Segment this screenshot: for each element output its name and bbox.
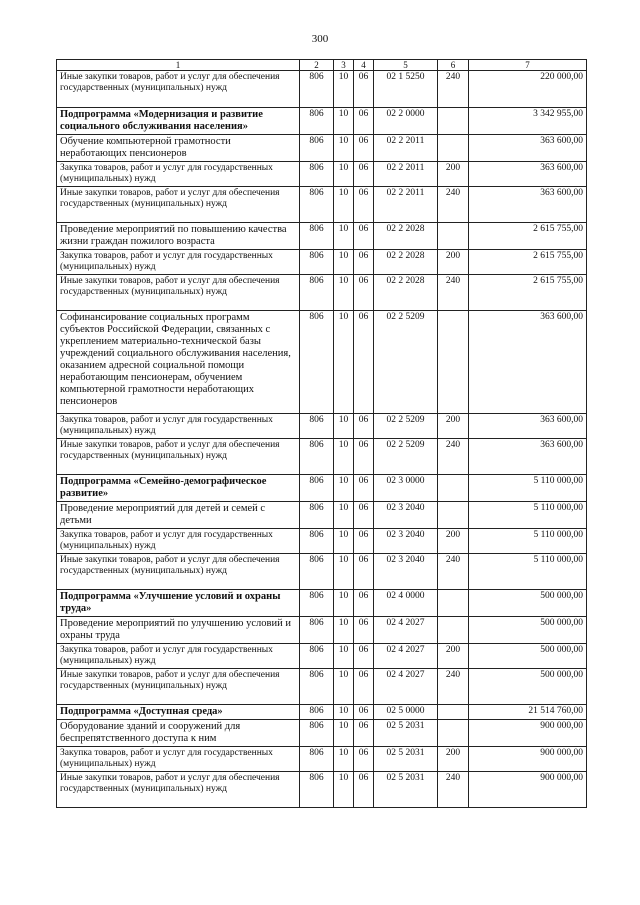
col-7-amount: 2 615 755,00 [469, 223, 587, 250]
col-5-cell: 02 5 2031 [374, 747, 438, 772]
col-6-cell: 200 [438, 250, 469, 275]
col-2-cell: 806 [300, 135, 334, 162]
table-row [57, 223, 587, 250]
row-name: Подпрограмма «Модернизация и развитие социального обслуживания населения» [57, 108, 300, 135]
col-5-cell: 02 2 5209 [374, 439, 438, 475]
column-header: 6 [438, 60, 469, 71]
col-5-cell: 02 2 2028 [374, 223, 438, 250]
col-7-amount: 900 000,00 [469, 747, 587, 772]
col-3-cell: 10 [334, 475, 354, 502]
col-4-cell: 06 [354, 669, 374, 705]
col-7-amount: 3 342 955,00 [469, 108, 587, 135]
col-6-cell [438, 135, 469, 162]
table-row [57, 311, 587, 414]
col-3-cell: 10 [334, 617, 354, 644]
col-3-cell: 10 [334, 529, 354, 554]
col-5-cell: 02 2 2011 [374, 162, 438, 187]
col-2-cell: 806 [300, 772, 334, 808]
col-7-amount: 363 600,00 [469, 311, 587, 414]
col-2-cell: 806 [300, 554, 334, 590]
col-6-cell [438, 475, 469, 502]
col-6-cell: 200 [438, 529, 469, 554]
row-name: Софинансирование социальных программ субъектов Российской Федерации, связанных с укреплением материально-технической базы учреждений социального обслуживания населения, оказанием адресной социальной помощи неработающим пенсионерам, обучением компьютерной грамотности неработающих пенсионеров [57, 311, 300, 414]
col-2-cell: 806 [300, 223, 334, 250]
col-2-cell: 806 [300, 502, 334, 529]
col-3-cell: 10 [334, 669, 354, 705]
col-5-cell: 02 4 0000 [374, 590, 438, 617]
col-6-cell [438, 705, 469, 720]
row-name: Иные закупки товаров, работ и услуг для обеспечения государственных (муниципальных) нужд [57, 772, 300, 808]
col-4-cell: 06 [354, 644, 374, 669]
col-4-cell: 06 [354, 475, 374, 502]
col-3-cell: 10 [334, 275, 354, 311]
row-name: Иные закупки товаров, работ и услуг для обеспечения государственных (муниципальных) нужд [57, 187, 300, 223]
row-name: Иные закупки товаров, работ и услуг для обеспечения государственных (муниципальных) нужд [57, 275, 300, 311]
col-3-cell: 10 [334, 108, 354, 135]
col-2-cell: 806 [300, 311, 334, 414]
table-row [57, 644, 587, 669]
col-5-cell: 02 2 2028 [374, 275, 438, 311]
col-4-cell: 06 [354, 590, 374, 617]
column-header: 4 [354, 60, 374, 71]
col-3-cell: 10 [334, 439, 354, 475]
col-7-amount: 5 110 000,00 [469, 502, 587, 529]
col-3-cell: 10 [334, 223, 354, 250]
table-row [57, 439, 587, 475]
col-2-cell: 806 [300, 644, 334, 669]
row-name: Проведение мероприятий по улучшению условий и охраны труда [57, 617, 300, 644]
budget-table [56, 59, 587, 808]
col-2-cell: 806 [300, 275, 334, 311]
row-name: Закупка товаров, работ и услуг для государственных (муниципальных) нужд [57, 644, 300, 669]
col-5-cell: 02 2 2011 [374, 187, 438, 223]
col-4-cell: 06 [354, 414, 374, 439]
table-row [57, 669, 587, 705]
col-7-amount: 900 000,00 [469, 720, 587, 747]
col-6-cell [438, 720, 469, 747]
row-name: Иные закупки товаров, работ и услуг для обеспечения государственных (муниципальных) нужд [57, 554, 300, 590]
row-name: Подпрограмма «Семейно-демографическое развитие» [57, 475, 300, 502]
col-4-cell: 06 [354, 439, 374, 475]
col-7-amount: 2 615 755,00 [469, 275, 587, 311]
table-body [57, 71, 587, 808]
column-header: 7 [469, 60, 587, 71]
row-name: Оборудование зданий и сооружений для беспрепятственного доступа к ним [57, 720, 300, 747]
col-7-amount: 500 000,00 [469, 590, 587, 617]
col-5-cell: 02 5 0000 [374, 705, 438, 720]
col-5-cell: 02 1 5250 [374, 71, 438, 108]
col-2-cell: 806 [300, 475, 334, 502]
row-name: Закупка товаров, работ и услуг для государственных (муниципальных) нужд [57, 414, 300, 439]
col-3-cell: 10 [334, 187, 354, 223]
col-5-cell: 02 3 2040 [374, 529, 438, 554]
col-6-cell: 200 [438, 414, 469, 439]
row-name: Подпрограмма «Доступная среда» [57, 705, 300, 720]
col-3-cell: 10 [334, 502, 354, 529]
col-4-cell: 06 [354, 108, 374, 135]
col-7-amount: 363 600,00 [469, 135, 587, 162]
table-row [57, 705, 587, 720]
col-6-cell: 240 [438, 669, 469, 705]
row-name: Обучение компьютерной грамотности неработающих пенсионеров [57, 135, 300, 162]
col-3-cell: 10 [334, 414, 354, 439]
col-7-amount: 21 514 760,00 [469, 705, 587, 720]
col-5-cell: 02 5 2031 [374, 720, 438, 747]
col-6-cell [438, 108, 469, 135]
col-7-amount: 500 000,00 [469, 669, 587, 705]
table-row [57, 590, 587, 617]
table-row [57, 772, 587, 808]
col-6-cell [438, 590, 469, 617]
col-5-cell: 02 5 2031 [374, 772, 438, 808]
col-4-cell: 06 [354, 162, 374, 187]
col-3-cell: 10 [334, 135, 354, 162]
col-2-cell: 806 [300, 747, 334, 772]
col-7-amount: 900 000,00 [469, 772, 587, 808]
col-3-cell: 10 [334, 311, 354, 414]
col-6-cell: 240 [438, 439, 469, 475]
col-7-amount: 500 000,00 [469, 644, 587, 669]
col-4-cell: 06 [354, 617, 374, 644]
col-3-cell: 10 [334, 772, 354, 808]
table-row [57, 720, 587, 747]
column-header: 1 [57, 60, 300, 71]
table-row [57, 135, 587, 162]
col-4-cell: 06 [354, 705, 374, 720]
table-row [57, 414, 587, 439]
col-5-cell: 02 4 2027 [374, 644, 438, 669]
row-name: Закупка товаров, работ и услуг для государственных (муниципальных) нужд [57, 747, 300, 772]
row-name: Закупка товаров, работ и услуг для государственных (муниципальных) нужд [57, 250, 300, 275]
col-4-cell: 06 [354, 71, 374, 108]
col-2-cell: 806 [300, 414, 334, 439]
row-name: Закупка товаров, работ и услуг для государственных (муниципальных) нужд [57, 529, 300, 554]
table-row [57, 617, 587, 644]
col-6-cell: 200 [438, 162, 469, 187]
col-5-cell: 02 2 2028 [374, 250, 438, 275]
col-5-cell: 02 3 0000 [374, 475, 438, 502]
col-2-cell: 806 [300, 720, 334, 747]
table-row [57, 502, 587, 529]
col-7-amount: 363 600,00 [469, 439, 587, 475]
col-3-cell: 10 [334, 705, 354, 720]
table-row [57, 554, 587, 590]
page-number: 300 [311, 33, 329, 45]
col-3-cell: 10 [334, 747, 354, 772]
col-7-amount: 220 000,00 [469, 71, 587, 108]
col-3-cell: 10 [334, 720, 354, 747]
col-5-cell: 02 2 2011 [374, 135, 438, 162]
col-4-cell: 06 [354, 747, 374, 772]
col-7-amount: 2 615 755,00 [469, 250, 587, 275]
table-row [57, 275, 587, 311]
col-7-amount: 5 110 000,00 [469, 475, 587, 502]
col-4-cell: 06 [354, 187, 374, 223]
col-5-cell: 02 2 0000 [374, 108, 438, 135]
col-4-cell: 06 [354, 223, 374, 250]
col-6-cell [438, 502, 469, 529]
col-3-cell: 10 [334, 71, 354, 108]
col-4-cell: 06 [354, 720, 374, 747]
row-name: Подпрограмма «Улучшение условий и охраны труда» [57, 590, 300, 617]
col-3-cell: 10 [334, 554, 354, 590]
table-row [57, 250, 587, 275]
col-4-cell: 06 [354, 529, 374, 554]
row-name: Закупка товаров, работ и услуг для государственных (муниципальных) нужд [57, 162, 300, 187]
col-7-amount: 363 600,00 [469, 187, 587, 223]
col-7-amount: 5 110 000,00 [469, 554, 587, 590]
table-row [57, 529, 587, 554]
col-4-cell: 06 [354, 502, 374, 529]
col-2-cell: 806 [300, 162, 334, 187]
col-4-cell: 06 [354, 135, 374, 162]
col-2-cell: 806 [300, 590, 334, 617]
column-header: 3 [334, 60, 354, 71]
col-3-cell: 10 [334, 644, 354, 669]
col-2-cell: 806 [300, 108, 334, 135]
table-row [57, 71, 587, 108]
col-2-cell: 806 [300, 669, 334, 705]
col-5-cell: 02 2 5209 [374, 311, 438, 414]
row-name: Иные закупки товаров, работ и услуг для обеспечения государственных (муниципальных) нужд [57, 71, 300, 108]
row-name: Иные закупки товаров, работ и услуг для обеспечения государственных (муниципальных) нужд [57, 439, 300, 475]
col-2-cell: 806 [300, 439, 334, 475]
table-header-row [57, 60, 587, 71]
col-4-cell: 06 [354, 554, 374, 590]
col-6-cell: 240 [438, 71, 469, 108]
col-5-cell: 02 4 2027 [374, 669, 438, 705]
col-7-amount: 5 110 000,00 [469, 529, 587, 554]
table-row [57, 187, 587, 223]
col-6-cell: 240 [438, 554, 469, 590]
col-6-cell [438, 311, 469, 414]
col-2-cell: 806 [300, 617, 334, 644]
col-2-cell: 806 [300, 529, 334, 554]
col-6-cell [438, 223, 469, 250]
col-2-cell: 806 [300, 250, 334, 275]
col-2-cell: 806 [300, 705, 334, 720]
col-4-cell: 06 [354, 772, 374, 808]
table-row [57, 162, 587, 187]
col-5-cell: 02 2 5209 [374, 414, 438, 439]
col-6-cell: 240 [438, 772, 469, 808]
col-5-cell: 02 3 2040 [374, 502, 438, 529]
table-row [57, 475, 587, 502]
col-4-cell: 06 [354, 250, 374, 275]
table-row [57, 108, 587, 135]
col-6-cell: 240 [438, 275, 469, 311]
col-5-cell: 02 4 2027 [374, 617, 438, 644]
col-4-cell: 06 [354, 311, 374, 414]
table-row [57, 747, 587, 772]
col-4-cell: 06 [354, 275, 374, 311]
col-7-amount: 500 000,00 [469, 617, 587, 644]
col-7-amount: 363 600,00 [469, 414, 587, 439]
row-name: Проведение мероприятий по повышению качества жизни граждан пожилого возраста [57, 223, 300, 250]
col-2-cell: 806 [300, 71, 334, 108]
column-header: 5 [374, 60, 438, 71]
col-7-amount: 363 600,00 [469, 162, 587, 187]
col-6-cell: 200 [438, 644, 469, 669]
col-2-cell: 806 [300, 187, 334, 223]
col-6-cell: 200 [438, 747, 469, 772]
col-6-cell [438, 617, 469, 644]
col-3-cell: 10 [334, 590, 354, 617]
row-name: Проведение мероприятий для детей и семей с детьми [57, 502, 300, 529]
col-3-cell: 10 [334, 250, 354, 275]
col-6-cell: 240 [438, 187, 469, 223]
row-name: Иные закупки товаров, работ и услуг для обеспечения государственных (муниципальных) нужд [57, 669, 300, 705]
column-header: 2 [300, 60, 334, 71]
col-3-cell: 10 [334, 162, 354, 187]
col-5-cell: 02 3 2040 [374, 554, 438, 590]
